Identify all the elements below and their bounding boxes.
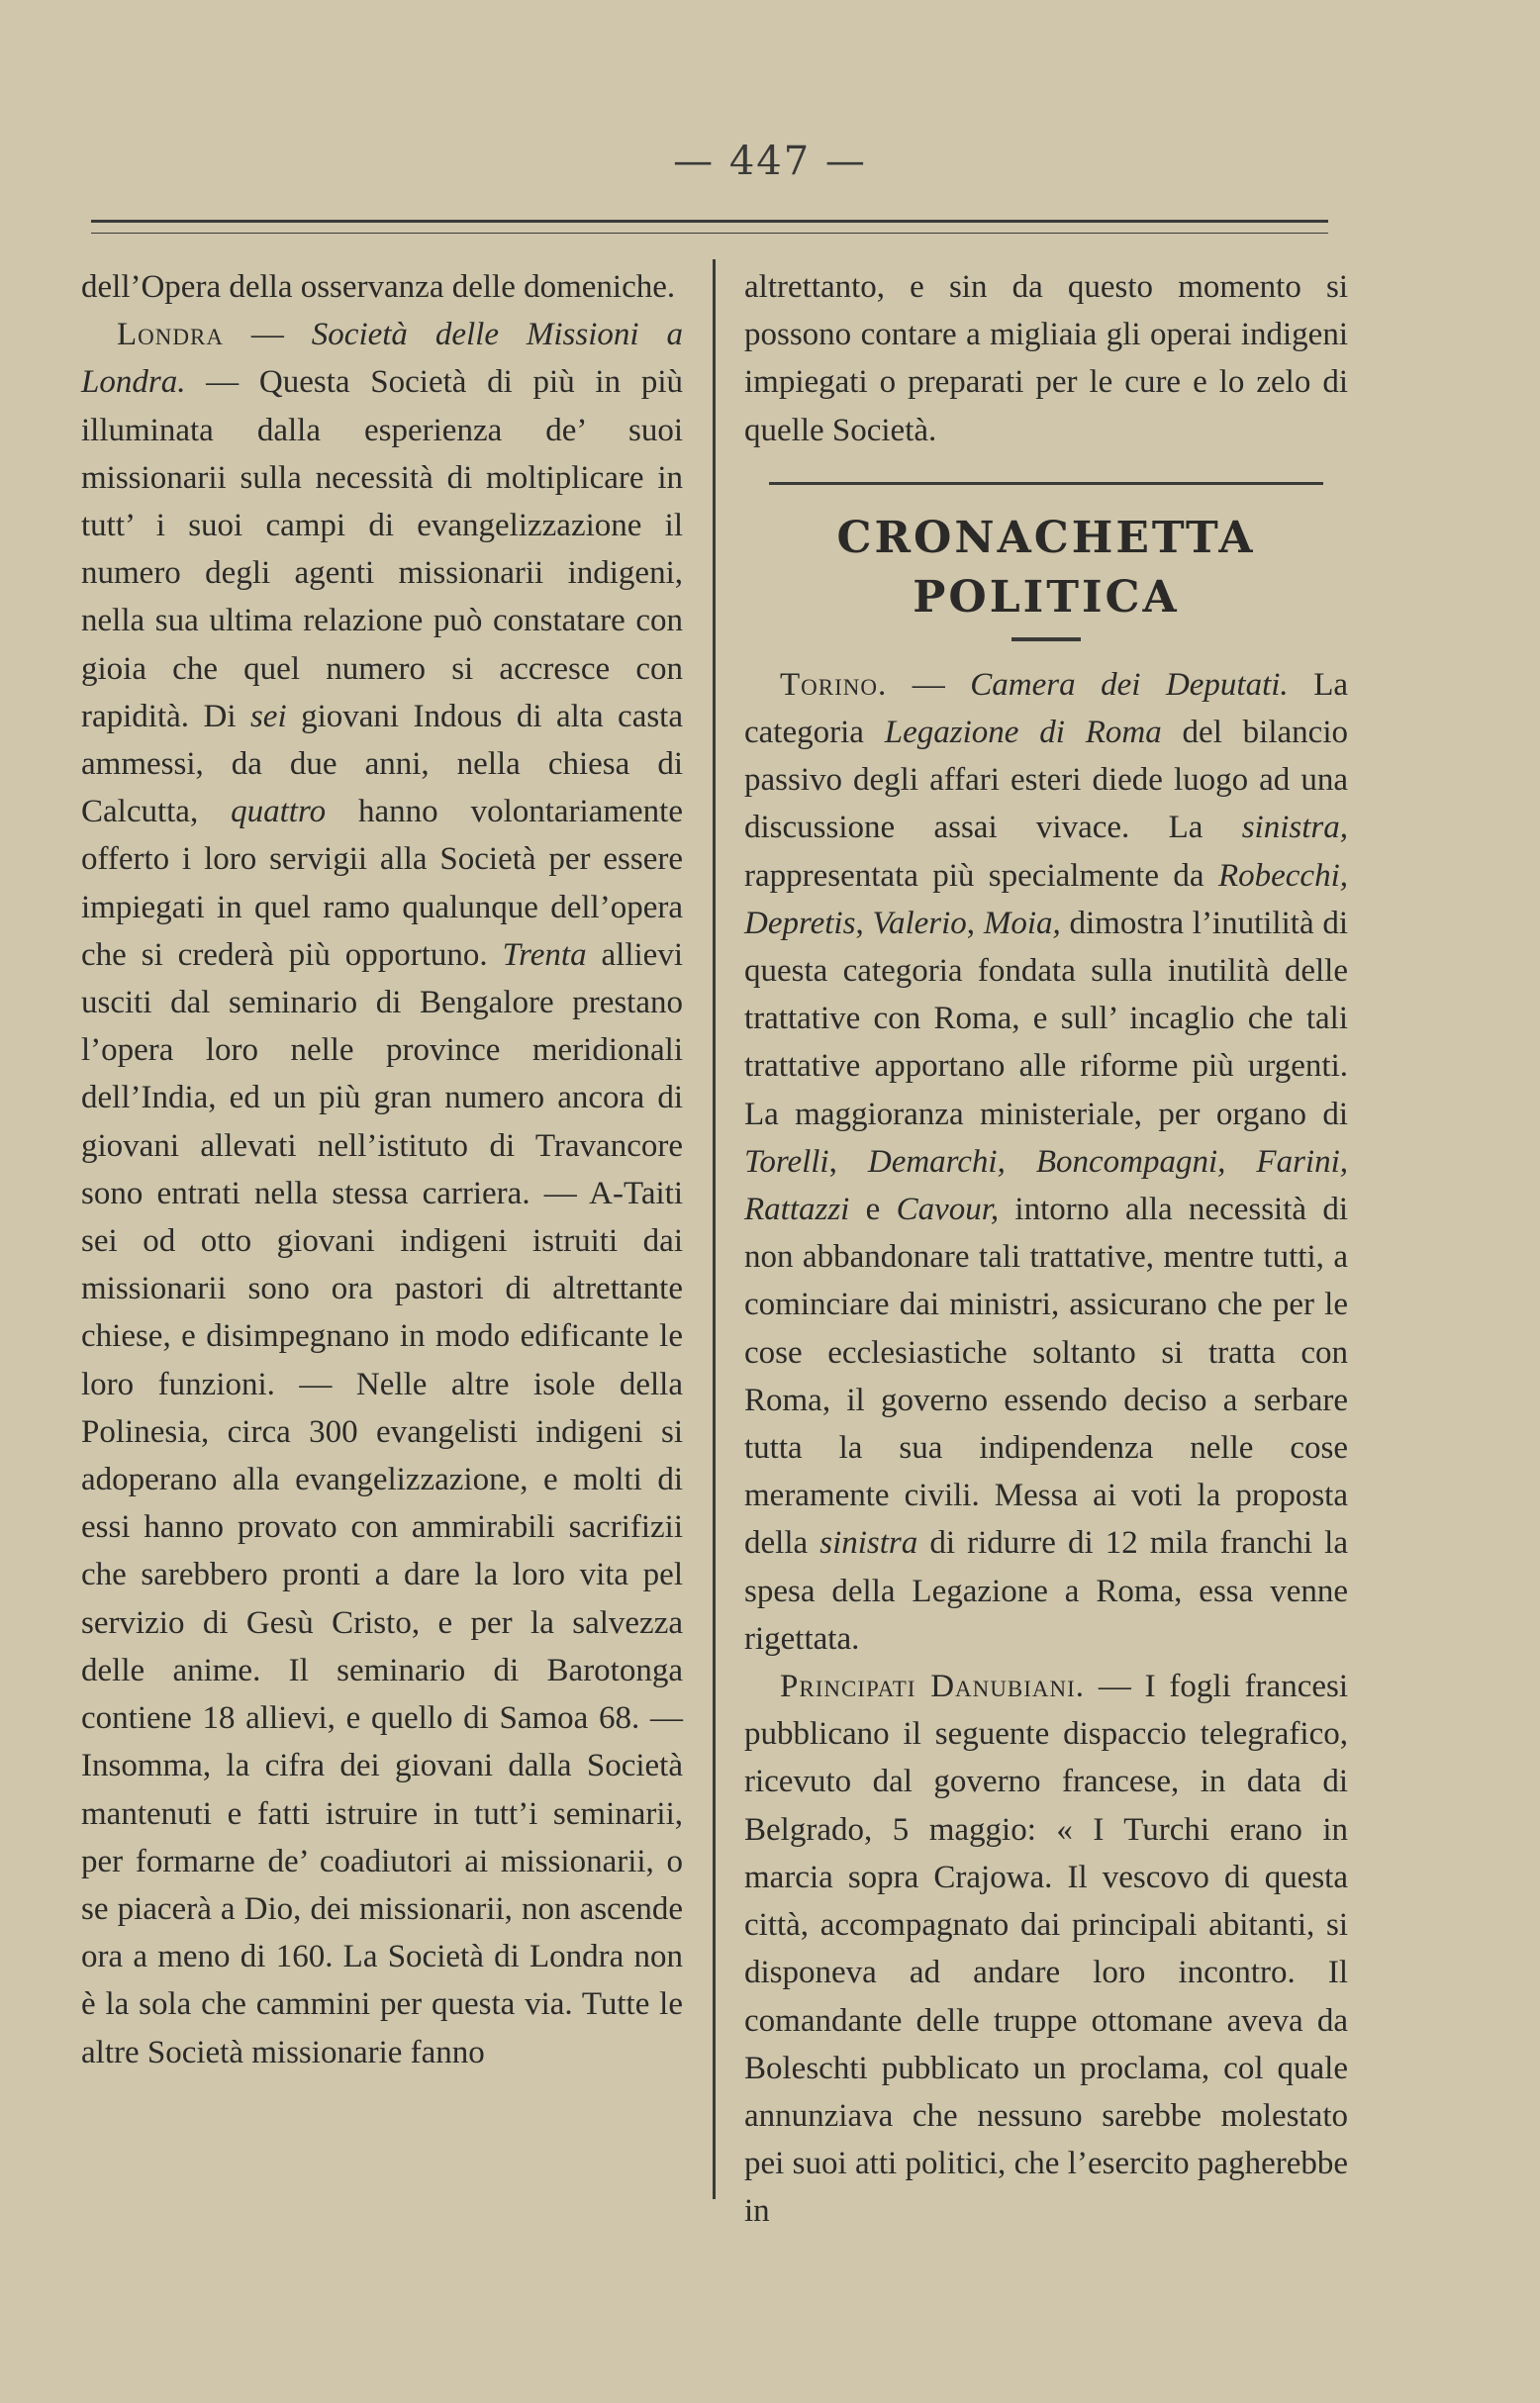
italic-run: Torelli [744, 1143, 829, 1180]
text-run: allievi usciti dal seminario di Bengalore prestano l’opera loro nelle province meridionali dell’India, ed un più gran numero ancora di giovani allevati nell’istituto di Travancore sono entrati nella stessa carriera. — A-Taiti sei od otto giovani indigeni istruiti dai missionarii sono ora pastori di altrettante chiese, e disimpegnano in modo edificante le loro funzioni. — Nelle altre isole della Polinesia, circa 300 evangelisti indigeni si adoperano alla evangelizzazione, e molti di essi hanno provato con ammirabili sacrifizii che sarebbero pronti a dare la loro vita pel servizio di Gesù Cristo, e per la salvezza delle anime. Il seminario di Barotonga contiene 18 allievi, e quello di Samoa 68. — Insomma, la cifra dei giovani dalla Società mantenuti e fatti istruire in tutt’i seminarii, per formarne de’ coadiutori ai missionarii, o se piacerà a Dio, dei missionarii, non ascende ora a meno di 160. La Società di Londra non è la sola che cammini per questa via. Tutte le altre Società missionarie fanno [81, 936, 683, 2070]
title-underline [1011, 637, 1081, 641]
place-name: Londra [117, 317, 224, 353]
italic-run: sinistra, [1241, 810, 1348, 846]
article-heading: Società delle Missioni a Londra. [81, 317, 683, 401]
italic-run: Legazione di Roma [884, 715, 1162, 751]
column-divider [713, 259, 716, 2199]
italic-run: quattro [231, 794, 327, 830]
section-rule [769, 482, 1323, 485]
text-run: e [849, 1192, 897, 1228]
text-run: — I fogli francesi pubblicano il seguente dispaccio telegrafico, ricevuto dal governo francese, in data di Belgrado, 5 maggio: « I Turchi erano in marcia sopra Crajowa. Il vescovo di questa città, accompagnato dai principali abitanti, si disponeva ad andare loro incontro. Il comandante delle truppe ottomane aveva da Boleschti pubblicato un proclama, col quale annunziava che nessuno sarebbe molestato pei suoi atti politici, che l’esercito pagherebbe in [744, 1669, 1348, 2230]
text-run: La categoria [744, 666, 1349, 751]
italic-run: sei [249, 698, 287, 734]
paragraph-londra [81, 311, 683, 2076]
page-number: — 447 — [673, 139, 867, 184]
section-title: CRONACHETTA POLITICA [836, 512, 1256, 623]
text-run: del bilancio passivo degli affari esteri diede luogo ad una discussione assai vivace. La [744, 715, 1348, 846]
text-run: giovani Indous di alta casta ammessi, da due anni, nella chiesa di Calcutta, [81, 698, 683, 830]
italic-run: Valerio [872, 905, 967, 941]
italic-run: Demarchi, Boncompagni, Farini, Rattazzi [744, 1143, 1349, 1228]
italic-run: Moia, [983, 905, 1061, 941]
place-name: Torino. [780, 666, 888, 703]
paragraph-continuation: altrettanto, e sin da questo momento si possono contare a migliaia gli operai indigeni impiegati o preparati per le cure e lo zelo di quelle Società. [744, 269, 1348, 448]
text-run: — [887, 666, 971, 703]
paragraph-continuation: dell’Opera della osservanza delle domeniche. [81, 269, 676, 305]
italic-run: Trenta [502, 936, 587, 973]
italic-run: Cavour, [896, 1192, 1000, 1228]
text-run: dimostra l’inutilità di questa categoria fondata sulla inutilità delle trattative con Roma, e sull’ incaglio che tali trattative apportano alle riforme più urgenti. La maggioranza ministeriale, per organo di [744, 905, 1349, 1132]
text-run: intorno alla necessità di non abbandonare tali trattative, mentre tutti, a cominciare dai ministri, assicurano che per le cose ecclesiastiche soltanto si tratta con Roma, il governo essendo deciso a serbare tutta la sua indipendenza nelle cose meramente civili. Messa ai voti la proposta della [744, 1192, 1348, 1562]
text-run: hanno volontariamente offerto i loro servigii alla Società per essere impiegati in quel ramo qualunque dell’opera che si crederà più opportuno. [81, 794, 683, 973]
left-column [81, 263, 683, 2076]
text-run: — [223, 317, 312, 353]
text-run: — Questa Società di più in più illuminata dalla esperienza de’ suoi missionarii sulla necessità di moltiplicare in tutt’ i suoi campi di evangelizzazione il numero degli agenti missionarii indigeni, nella sua ultima relazione può constatare con gioia che quel numero si accresce con rapidità. Di [81, 364, 683, 734]
paragraph-torino [744, 661, 1348, 1663]
text-run: , [828, 1143, 868, 1180]
article-heading: Camera dei Deputati. [970, 666, 1289, 703]
text-run: , [855, 905, 873, 941]
place-name: Principati Danubiani. [780, 1669, 1086, 1705]
text-run: di ridurre di 12 mila franchi la spesa della Legazione a Roma, essa venne rigettata. [744, 1525, 1348, 1657]
right-column [744, 263, 1348, 2236]
text-run: , [966, 905, 984, 941]
text-run: rappresentata più specialmente da [744, 857, 1218, 894]
italic-run: sinistra [819, 1525, 918, 1562]
header-rule [91, 220, 1328, 234]
paragraph-principati [744, 1663, 1348, 2235]
italic-run: Robecchi, Depretis [744, 857, 1348, 941]
